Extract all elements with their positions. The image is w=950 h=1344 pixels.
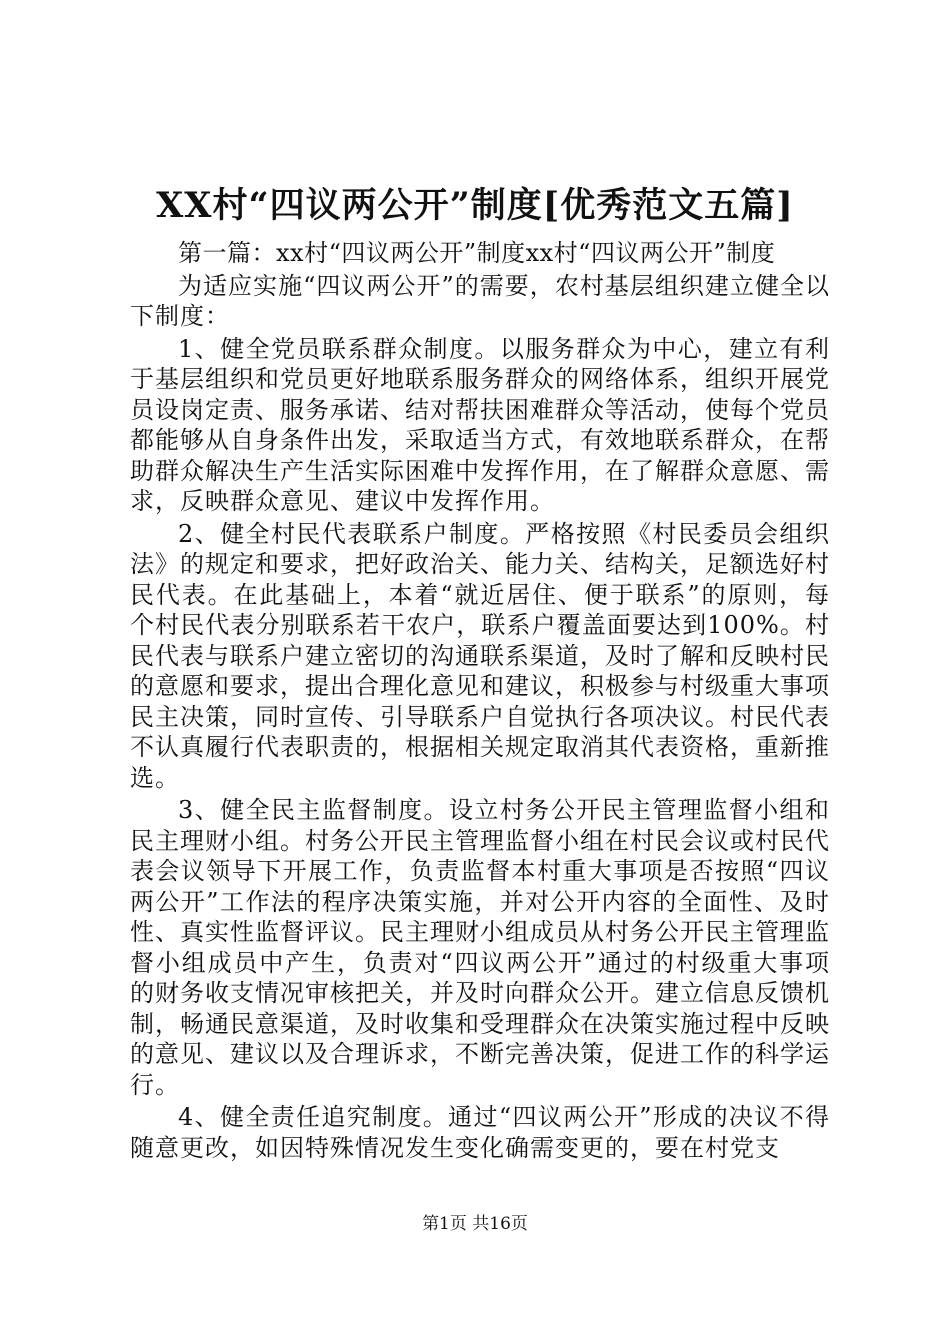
page-number-footer: 第1页 共16页: [422, 1214, 528, 1234]
paragraph-rule-2: 2、健全村民代表联系户制度。严格按照《村民委员会组织法》的规定和要求，把好政治关、能力关、结构关，足额选好村民代表。在此基础上，本着“就近居住、便于联系”的原则，每个村民代表分别联系若干农户，联系户覆盖面要达到100%。村民代表与联系户建立密切的沟通联系渠道，及时了解和反映村民的意愿和要求，提出合理化意见和建议，积极参与村级重大事项民主决策，同时宣传、引导联系户自觉执行各项决议。村民代表不认真履行代表职责的，根据相关规定取消其代表资格，重新推选。: [130, 519, 830, 792]
document-title: XX村“四议两公开”制度[优秀范文五篇]: [156, 185, 794, 226]
paragraph-rule-3: 3、健全民主监督制度。设立村务公开民主管理监督小组和民主理财小组。村务公开民主管理监督小组在村民会议或村民代表会议领导下开展工作，负责监督本村重大事项是否按照“四议两公开”工作法的程序决策实施，并对公开内容的全面性、及时性、真实性监督评议。民主理财小组成员从村务公开民主管理监督小组成员中产生，负责对“四议两公开”通过的村级重大事项的财务收支情况审核把关，并及时向群众公开。建立信息反馈机制，畅通民意渠道，及时收集和受理群众在决策实施过程中反映的意见、建议以及合理诉求，不断完善决策，促进工作的科学运行。: [130, 796, 830, 1099]
paragraph-rule-4: 4、健全责任追究制度。通过“四议两公开”形成的决议不得随意更改，如因特殊情况发生变化确需变更的，要在村党支: [130, 1103, 830, 1162]
paragraph-section-heading: 第一篇：xx村“四议两公开”制度xx村“四议两公开”制度: [178, 239, 776, 267]
paragraph-intro: 为适应实施“四议两公开”的需要，农村基层组织建立健全以下制度：: [130, 271, 830, 330]
document-body: [130, 238, 830, 1165]
paragraph-rule-1: 1、健全党员联系群众制度。以服务群众为中心，建立有利于基层组织和党员更好地联系服务群众的网络体系，组织开展党员设岗定责、服务承诺、结对帮扶困难群众等活动，使每个党员都能够从自身条件出发，采取适当方式，有效地联系群众，在帮助群众解决生产生活实际困难中发挥作用，在了解群众意愿、需求，反映群众意见、建议中发挥作用。: [130, 334, 830, 515]
